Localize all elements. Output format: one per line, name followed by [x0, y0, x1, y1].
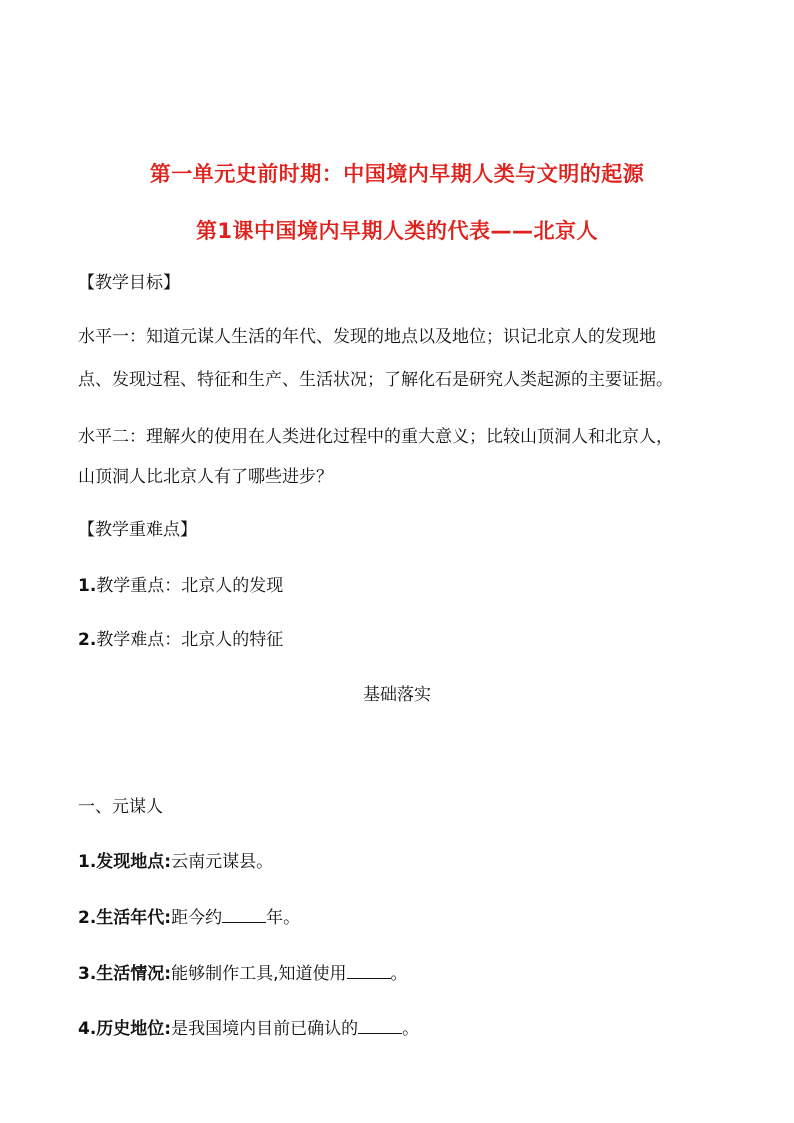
yuanmou-item-1: [78, 850, 738, 874]
item-text: 距今约: [171, 908, 223, 928]
item-text-after: 年。: [266, 908, 301, 928]
key-point-item-2: [78, 628, 738, 652]
fill-in-blank[interactable]: [358, 1017, 402, 1034]
item-label: 3.生活情况:: [78, 964, 172, 984]
item-text: 是我国境内目前已确认的: [171, 1019, 359, 1039]
yuanmou-item-3: [78, 962, 738, 986]
lesson-title: 第1课中国境内早期人类的代表——北京人: [195, 219, 599, 243]
yuanmou-item-4: [78, 1017, 738, 1041]
fill-in-blank[interactable]: [347, 962, 391, 979]
level1-line1: 水平一：知道元谋人生活的年代、发现的地点以及地位；识记北京人的发现地: [78, 327, 656, 347]
section-title: 基础落实: [363, 685, 431, 705]
item-label: 1.发现地点:: [78, 852, 172, 872]
yuanmou-item-2: [78, 906, 738, 930]
key-point-2-text: 教学难点：北京人的特征: [96, 630, 284, 650]
fill-in-blank[interactable]: [222, 906, 266, 923]
item-label: 4.历史地位:: [78, 1019, 172, 1039]
level2-line1: 水平二：理解火的使用在人类进化过程中的重大意义；比较山顶洞人和北京人，: [78, 427, 673, 447]
item-text-after: 。: [390, 964, 408, 984]
key-points-heading: 【教学重难点】: [78, 520, 197, 540]
item-text: 云南元谋县。: [171, 852, 274, 872]
item-label: 2.生活年代:: [78, 908, 172, 928]
item-text-after: 。: [402, 1019, 420, 1039]
objectives-heading: 【教学目标】: [78, 273, 180, 293]
key-point-item-1: [78, 574, 738, 598]
unit-title: 第一单元史前时期：中国境内早期人类与文明的起源: [149, 162, 645, 186]
level1-line2: 点、发现过程、特征和生产、生活状况；了解化石是研究人类起源的主要证据。: [78, 370, 673, 390]
key-point-2-number: 2.: [78, 630, 97, 650]
yuanmou-heading: 一、元谋人: [78, 797, 163, 817]
key-point-1-text: 教学重点：北京人的发现: [96, 576, 284, 596]
key-point-1-number: 1.: [78, 576, 97, 596]
level2-line2: 山顶洞人比北京人有了哪些进步？: [78, 467, 333, 487]
item-text: 能够制作工具,知道使用: [171, 964, 347, 984]
